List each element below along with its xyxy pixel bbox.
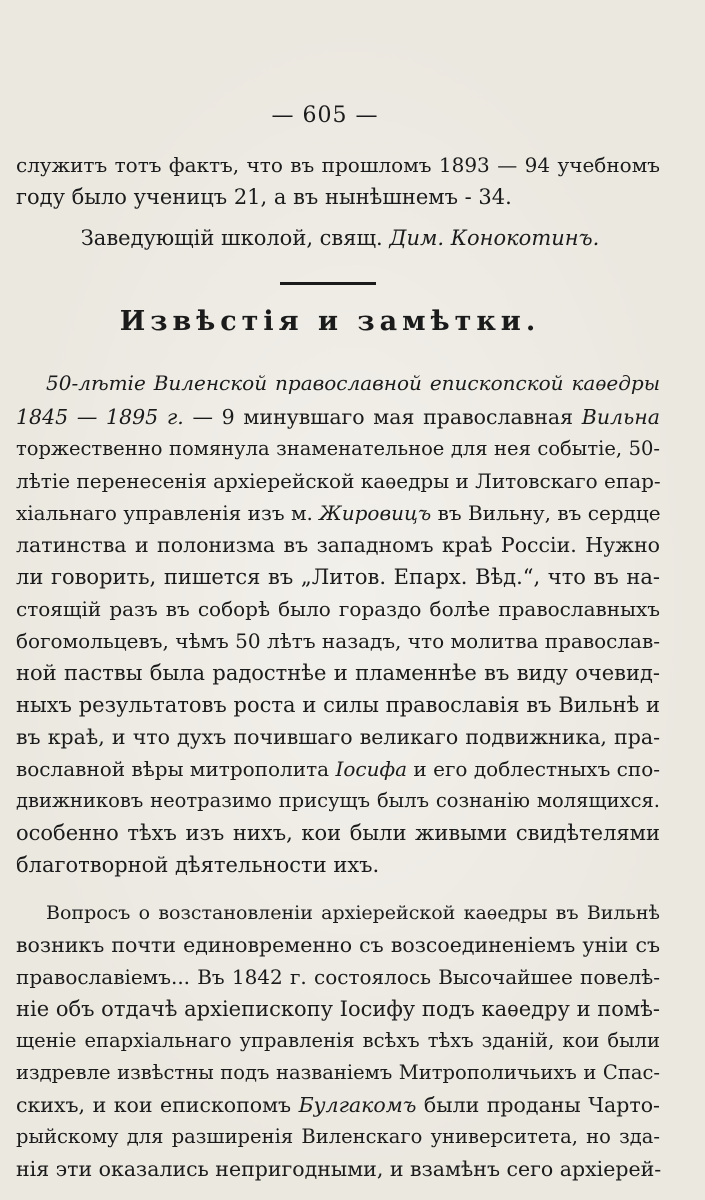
text-line: Вопросъ о возстановленіи архіерейской каѳедры въ Вильнѣ	[46, 902, 660, 924]
intro-line-1: служитъ тотъ фактъ, что въ прошломъ 1893 — 94 учебномъ	[16, 153, 660, 177]
text-line: латинства и полонизма въ западномъ краѣ Россіи. Нужно	[16, 533, 660, 557]
text-line: ніе объ отдачѣ архіепископу Іосифу подъ каѳедру и помѣ-	[16, 997, 660, 1021]
text-line: ной паствы была радостнѣе и пламеннѣе въ виду очевид-	[16, 661, 660, 685]
section-divider	[280, 282, 376, 285]
article-line-2-text: — 9 минувшаго мая православная	[183, 405, 582, 429]
text-span: и его доблестныхъ спо-	[407, 757, 660, 781]
text-line: богомольцевъ, чѣмъ 50 лѣтъ назадъ, что молитва православ-	[16, 629, 660, 653]
section-heading: Извѣстія и замѣтки.	[119, 306, 541, 337]
signature	[30, 226, 650, 250]
text-line: благотворной дѣятельности ихъ.	[16, 853, 380, 877]
text-line: православіемъ... Въ 1842 г. состоялось Высочайшее повелѣ-	[16, 965, 660, 989]
signature-prefix: Заведующій школой, свящ.	[80, 226, 383, 250]
place-name: Жировицъ	[319, 501, 432, 525]
article-title-years: 1845 — 1895 г.	[16, 405, 184, 429]
text-line: торжественно помянула знаменательное для нея событіе, 50-	[16, 437, 660, 460]
text-line	[16, 1090, 660, 1120]
signature-name: Дим. Конокотинъ.	[389, 226, 600, 250]
intro-line-2: году было ученицъ 21, а въ нынѣшнемъ - 34.	[16, 185, 512, 209]
person-name: Булгакомъ	[298, 1093, 417, 1117]
text-line: рыйскому для разширенія Виленскаго университета, но зда-	[16, 1125, 660, 1148]
text-line	[16, 754, 660, 784]
text-line	[16, 498, 660, 528]
text-line: особенно тѣхъ изъ нихъ, кои были живыми свидѣтелями	[16, 821, 660, 845]
text-line: щеніе епархіальнаго управленія всѣхъ тѣхъ зданій, кои были	[16, 1029, 660, 1052]
text-span: въ Вильну, въ сердце	[431, 501, 661, 525]
article-line-2	[16, 402, 660, 432]
page-number: — 605 —	[271, 103, 379, 128]
text-line: движниковъ неотразимо присущъ былъ сознанію молящихся.	[16, 789, 660, 812]
text-span: скихъ, и кои епископомъ	[16, 1093, 299, 1117]
text-span: вославной вѣры митрополита	[16, 757, 336, 781]
text-line: ныхъ результатовъ роста и силы православія въ Вильнѣ и	[16, 693, 660, 717]
text-line: издревле извѣстны подъ названіемъ Митрополичьихъ и Спас-	[16, 1061, 660, 1084]
person-name: Іосифа	[335, 757, 408, 781]
text-line: стоящій разъ въ соборѣ было гораздо болѣе православныхъ	[16, 597, 660, 621]
article-title-line-1: 50-лѣтіе Виленской православной епископской каѳедры	[46, 371, 660, 395]
text-span: были проданы Чарто-	[416, 1093, 660, 1117]
city-name: Вильна	[581, 405, 660, 429]
text-line: нія эти оказались непригодными, и взамѣнъ сего архіерей-	[16, 1157, 662, 1181]
text-line: возникъ почти единовременно съ возсоединеніемъ уніи съ	[16, 933, 660, 957]
text-span: хіальнаго управленія изъ м.	[16, 501, 320, 525]
text-line: въ краѣ, и что духъ почившаго великаго подвижника, пра-	[16, 725, 660, 749]
text-line: лѣтіе перенесенія архіерейской каѳедры и Литовскаго епар-	[16, 469, 661, 493]
text-line: ли говорить, пишется въ „Литов. Епарх. Вѣд.“, что въ на-	[16, 565, 660, 589]
